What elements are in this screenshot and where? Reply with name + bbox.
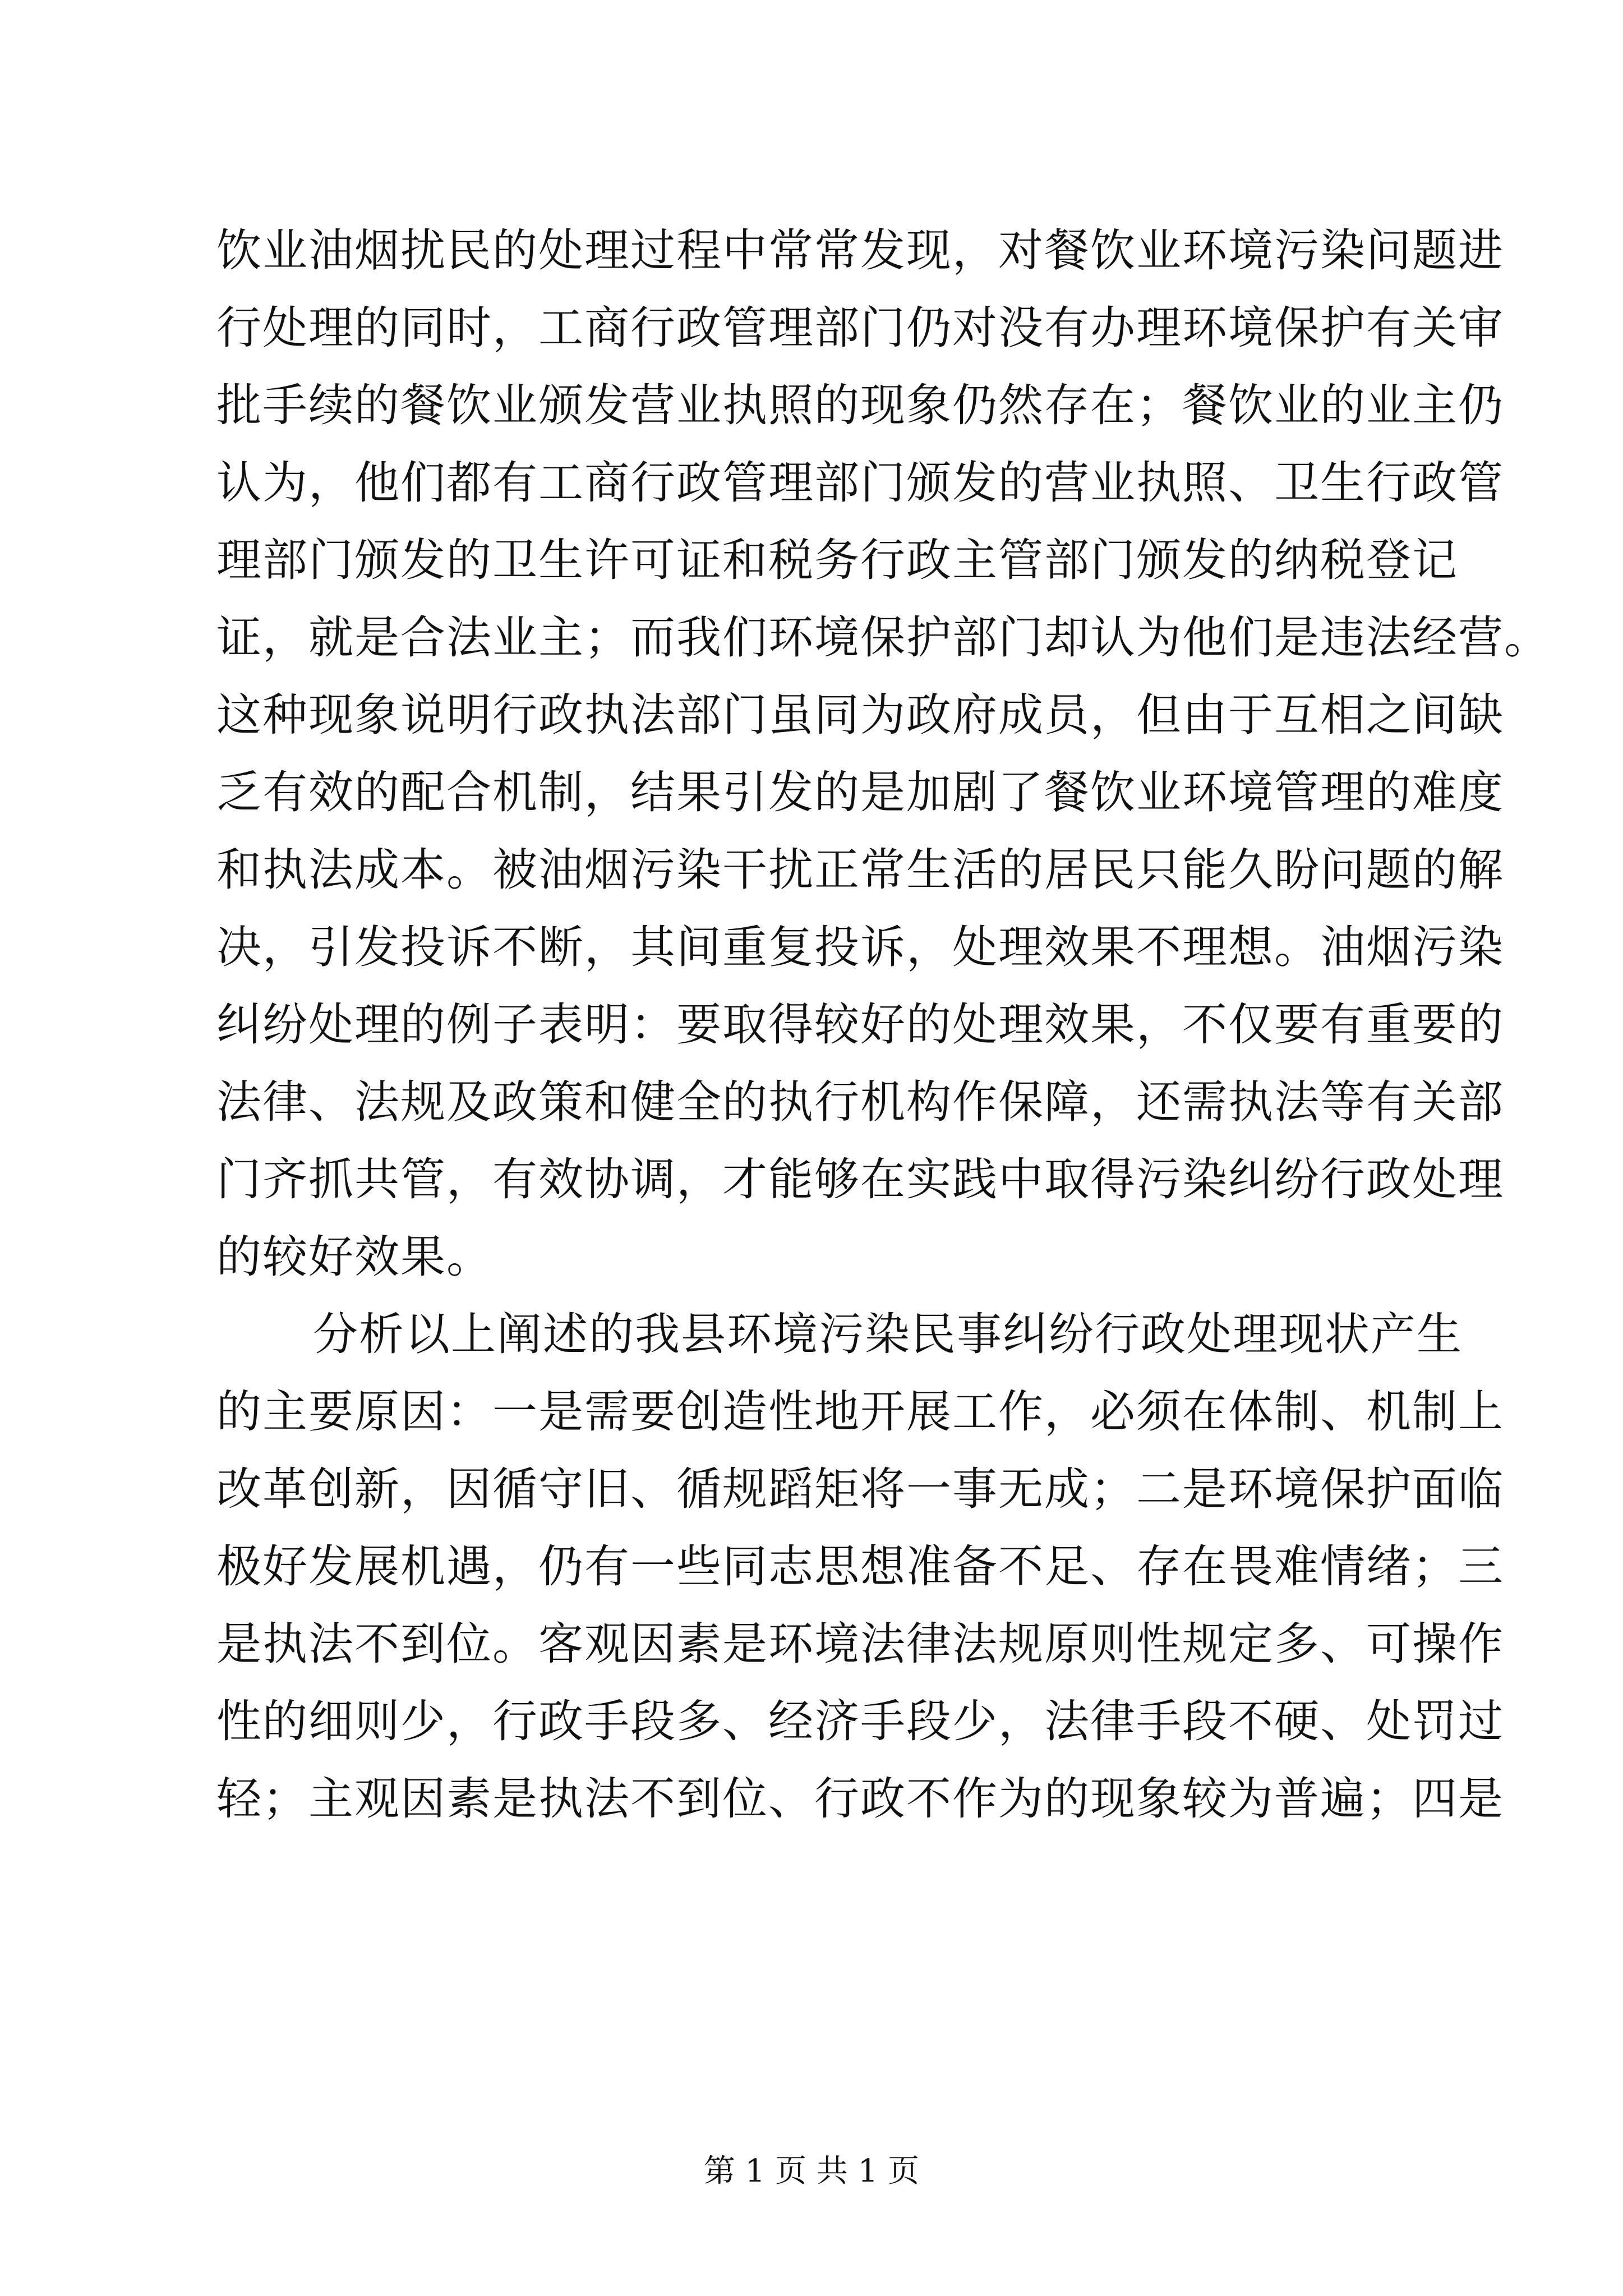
text-line: 轻；主观因素是执法不到位、行政不作为的现象较为普遍；四是 [216,1773,1504,1825]
paragraph-1 [216,212,1550,1296]
text-line: 分析以上阐述的我县环境污染民事纠纷行政处理现状产生 [313,1308,1463,1360]
text-line: 改革创新，因循守旧、循规蹈矩将一事无成；二是环境保护面临 [216,1463,1504,1515]
body-text [216,212,1550,1838]
text-line: 法律、法规及政策和健全的执行机构作保障，还需执法等有关部 [216,1076,1504,1128]
text-line: 批手续的餐饮业颁发营业执照的现象仍然存在；餐饮业的业主仍 [216,379,1504,431]
text-line: 饮业油烟扰民的处理过程中常常发现，对餐饮业环境污染问题进 [216,224,1504,277]
text-line: 和执法成本。被油烟污染干扰正常生活的居民只能久盼问题的解 [216,844,1504,896]
text-line: 性的细则少，行政手段多、经济手段少，法律手段不硬、处罚过 [216,1695,1504,1747]
text-line: 认为，他们都有工商行政管理部门颁发的营业执照、卫生行政管 [216,457,1504,509]
text-line: 门齐抓共管，有效协调，才能够在实践中取得污染纠纷行政处理 [216,1153,1504,1205]
text-line: 极好发展机遇，仍有一些同志思想准备不足、存在畏难情绪；三 [216,1540,1504,1593]
text-line: 理部门颁发的卫生许可证和税务行政主管部门颁发的纳税登记 [216,534,1458,586]
text-line: 是执法不到位。客观因素是环境法律法规原则性规定多、可操作 [216,1618,1504,1670]
text-line: 的较好效果。 [216,1231,492,1283]
text-line: 证，就是合法业主；而我们环境保护部门却认为他们是违法经营。 [216,611,1550,664]
text-line: 决，引发投诉不断，其间重复投诉，处理效果不理想。油烟污染 [216,921,1504,973]
page-number: 第 1 页 共 1 页 [703,2153,920,2189]
text-line: 纠纷处理的例子表明：要取得较好的处理效果，不仅要有重要的 [216,999,1504,1051]
text-line: 行处理的同时，工商行政管理部门仍对没有办理环境保护有关审 [216,302,1504,354]
text-line: 这种现象说明行政执法部门虽同为政府成员，但由于互相之间缺 [216,689,1504,741]
paragraph-2 [216,1296,1504,1838]
text-line: 的主要原因：一是需要创造性地开展工作，必须在体制、机制上 [216,1386,1504,1438]
text-line: 乏有效的配合机制，结果引发的是加剧了餐饮业环境管理的难度 [216,766,1504,818]
page-footer [0,2152,1623,2191]
